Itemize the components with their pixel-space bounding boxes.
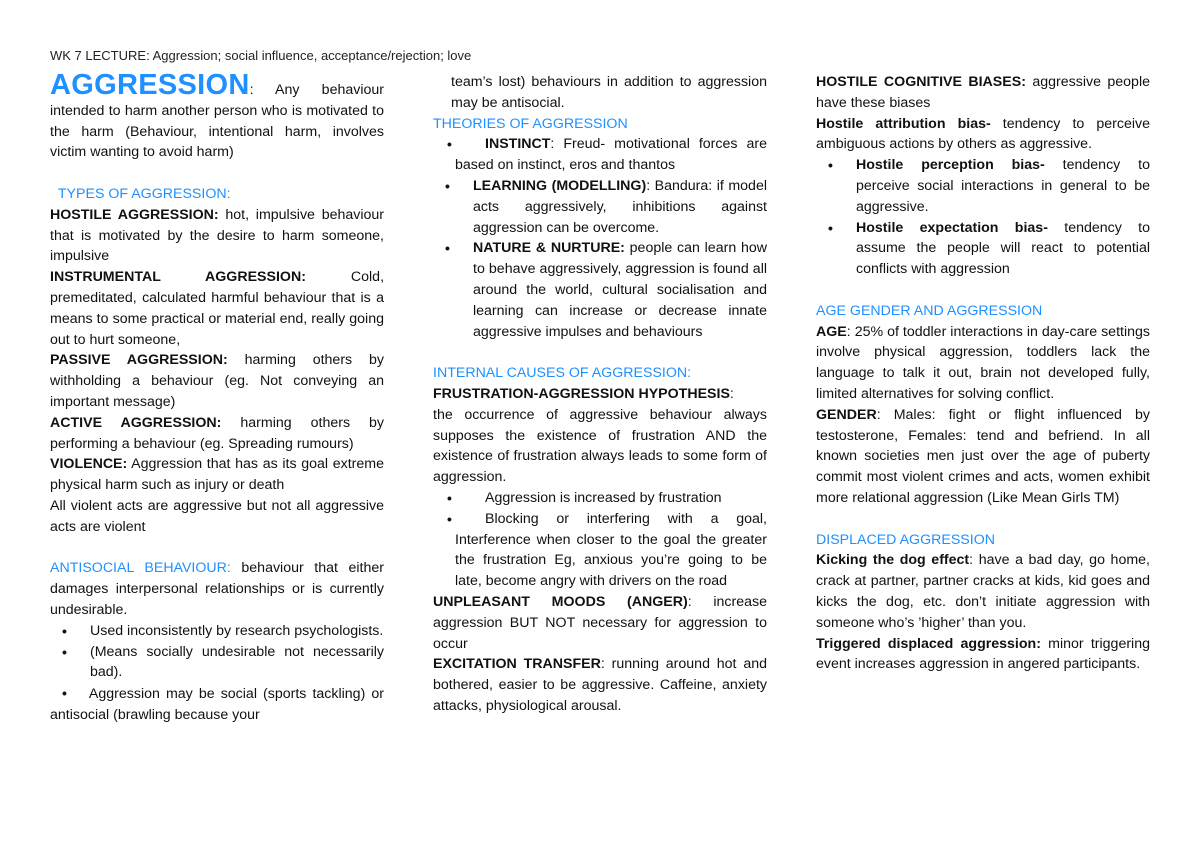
types-heading: TYPES OF AGGRESSION: [57, 185, 231, 202]
bias-bullets [816, 155, 1150, 280]
hostile-attribution-bias: Hostile attribution bias- tendency to perceive ambiguous actions by others as aggressive. [816, 115, 1150, 153]
antisocial-continuation: team’s lost) behaviours in addition to aggression may be antisocial. [451, 74, 767, 111]
age-gender-heading: AGE GENDER AND AGGRESSION [816, 302, 1043, 319]
list-item: • Hostile expectation bias- tendency to assume the people will react to potential conflicts with aggression [828, 219, 1150, 278]
instrumental-aggression: INSTRUMENTAL AGGRESSION: Cold, premeditated, calculated harmful behaviour that is a means to some practical or material end, really going out to hurt someone, [50, 269, 385, 348]
list-item: • Used inconsistently by research psychologists. [50, 621, 384, 642]
antisocial-bullets [50, 621, 384, 726]
list-item: • Aggression is increased by frustration [433, 488, 767, 509]
antisocial-behaviour: ANTISOCIAL BEHAVIOUR: behaviour that either damages interpersonal relationships or is currently undesirable. [50, 560, 384, 618]
hostile-cognitive-biases: HOSTILE COGNITIVE BIASES: aggressive people have these biases [816, 74, 1150, 111]
list-item: • (Means socially undesirable not necessarily bad). [62, 643, 384, 681]
passive-aggression: PASSIVE AGGRESSION: harming others by withholding a behaviour (eg. Not conveying an important message) [50, 352, 385, 410]
bullet-icon: • [445, 177, 450, 194]
aggression-title: AGGRESSION [50, 69, 250, 101]
aggression-definition: AGGRESSION: Any behaviour intended to harm another person who is motivated to the harm (Behaviour, intentional harm, involves victim wanting to avoid harm) [50, 69, 384, 161]
bullet-icon: • [447, 489, 452, 506]
violence: VIOLENCE: Aggression that has as its goal extreme physical harm such as injury or death [50, 456, 384, 494]
column-3 [816, 72, 1150, 675]
bullet-icon: • [445, 240, 450, 257]
violence-note: All violent acts are aggressive but not all aggressive acts are violent [50, 497, 384, 535]
bullet-icon: • [447, 136, 452, 153]
bullet-icon: • [62, 622, 67, 639]
displaced-heading: DISPLACED AGGRESSION [816, 531, 995, 548]
triggered-displaced-aggression: Triggered displaced aggression: minor triggering event increases aggression in angered participants. [816, 635, 1150, 673]
list-item: • NATURE & NURTURE: people can learn how to behave aggressively, aggression is found all around the world, cultural socialisation and learning can increase or decrease innate aggressive impulses and behaviours [445, 240, 767, 340]
bullet-icon: • [62, 685, 67, 702]
theories-list [433, 134, 767, 342]
fa-bullets [433, 488, 767, 592]
gender-paragraph: GENDER: Males: fight or flight influenced by testosterone, Females: tend and befriend. In all known societies men just over the age of puberty commit most violent crimes and acts, women exhibit more relational aggression (Like Mean Girls TM) [816, 406, 1150, 506]
column-2 [433, 72, 767, 717]
internal-causes-heading: INTERNAL CAUSES OF AGGRESSION: [433, 365, 692, 382]
list-item: • INSTINCT: Freud- motivational forces are based on instinct, eros and thantos [447, 136, 767, 174]
list-item: • Aggression may be social (sports tackling) or antisocial (brawling because your [50, 685, 384, 723]
lecture-header: WK 7 LECTURE: Aggression; social influence, acceptance/rejection; love [50, 48, 472, 63]
column-1 [50, 70, 384, 726]
bullet-icon: • [447, 510, 452, 527]
hostile-aggression: HOSTILE AGGRESSION: hot, impulsive behaviour that is motivated by the desire to harm someone, impulsive [50, 206, 385, 265]
list-item: • Hostile perception bias- tendency to perceive social interactions in general to be aggressive. [828, 157, 1150, 215]
theories-heading: THEORIES OF AGGRESSION [433, 115, 628, 132]
age-paragraph: AGE: 25% of toddler interactions in day-care settings involve physical aggression, toddlers lack the language to talk it out, brain not developed fully, limited alternatives for solving conflict. [816, 323, 1150, 402]
list-item: • Blocking or interfering with a goal, Interference when closer to the goal the greater the frustration Eg, anxious you’re going to be late, become angry with drivers on the road [447, 510, 767, 590]
bullet-icon: • [62, 643, 67, 660]
excitation-transfer: EXCITATION TRANSFER: running around hot and bothered, easier to be aggressive. Caffeine, anxiety attacks, physiological arousal. [433, 656, 767, 714]
unpleasant-moods: UNPLEASANT MOODS (ANGER): increase aggression BUT NOT necessary for aggression to occur [433, 593, 767, 652]
kicking-dog-effect: Kicking the dog effect: have a bad day, go home, crack at partner, partner cracks at kids, kid goes and kicks the dog, etc. don’t initiate aggression with someone who’s ’higher’ than you. [816, 552, 1150, 631]
bullet-icon: • [828, 157, 833, 174]
list-item: • LEARNING (MODELLING): Bandura: if model acts aggressively, inhibitions against aggression can be overcome. [445, 177, 767, 236]
fa-hypothesis-term: FRUSTRATION-AGGRESSION HYPOTHESIS: [433, 385, 734, 402]
bullet-icon: • [828, 219, 833, 236]
fa-hypothesis-def: the occurrence of aggressive behaviour always supposes the existence of frustration AND the existence of frustration always leads to some form of aggression. [433, 406, 767, 486]
active-aggression: ACTIVE AGGRESSION: harming others by performing a behaviour (eg. Spreading rumours) [50, 414, 385, 452]
